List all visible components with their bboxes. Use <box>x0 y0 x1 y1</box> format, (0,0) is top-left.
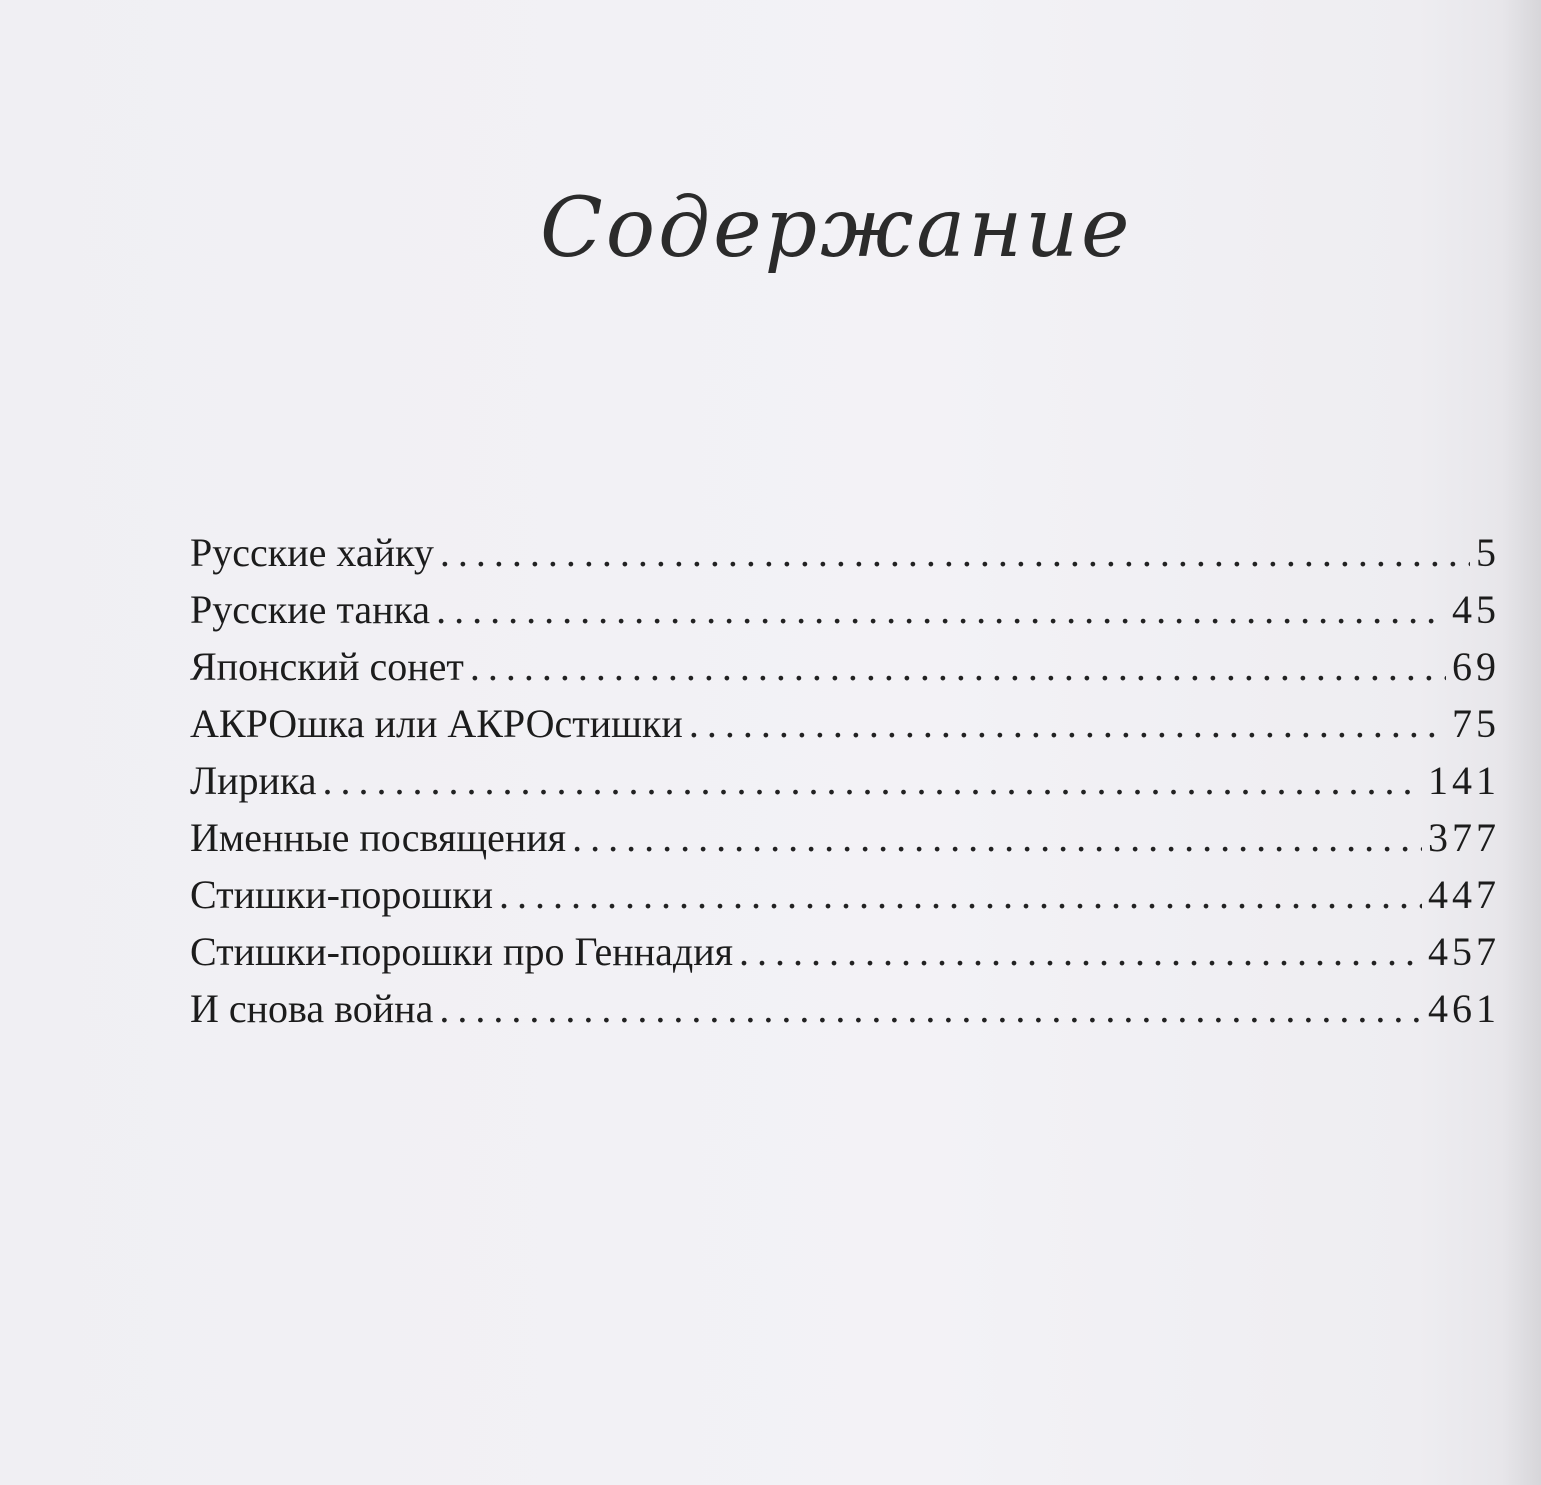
toc-entry <box>190 980 1500 1037</box>
toc-entry-page: 141 <box>1428 758 1500 803</box>
toc-dot-leader <box>323 752 1422 809</box>
toc-entry-page: 45 <box>1452 587 1500 632</box>
toc-dot-leader <box>470 638 1446 695</box>
toc-entry-label: Именные посвящения <box>190 815 567 860</box>
toc-entry-label: Русские танка <box>190 587 431 632</box>
toc-entry <box>190 809 1500 866</box>
toc-entry-label: Лирика <box>190 758 317 803</box>
toc-dot-leader <box>572 809 1422 866</box>
page-spine-shadow <box>1501 0 1541 1485</box>
table-of-contents <box>190 524 1500 1037</box>
toc-dot-leader <box>499 866 1422 923</box>
toc-entry <box>190 695 1500 752</box>
toc-entry-label: И снова война <box>190 986 434 1031</box>
toc-entry-page: 69 <box>1452 644 1500 689</box>
toc-dot-leader <box>436 581 1446 638</box>
toc-entry-label: Русские хайку <box>190 530 434 575</box>
toc-dot-leader <box>739 923 1422 980</box>
toc-entry-page: 377 <box>1428 815 1500 860</box>
toc-entry-page: 5 <box>1476 530 1500 575</box>
toc-dot-leader <box>439 980 1422 1037</box>
toc-dot-leader <box>440 524 1470 581</box>
toc-entry-label: Стишки-порошки про Геннадия <box>190 929 734 974</box>
toc-entry-page: 457 <box>1428 929 1500 974</box>
toc-entry-page: 75 <box>1452 701 1500 746</box>
page-title: Содержание <box>540 181 1133 276</box>
toc-dot-leader <box>689 695 1446 752</box>
toc-entry <box>190 752 1500 809</box>
toc-entry <box>190 524 1500 581</box>
toc-entry <box>190 866 1500 923</box>
toc-entry-label: АКРОшка или АКРОстишки <box>190 701 683 746</box>
toc-entry <box>190 638 1500 695</box>
toc-entry-label: Японский сонет <box>190 644 464 689</box>
toc-entry <box>190 923 1500 980</box>
toc-entry-page: 461 <box>1428 986 1500 1031</box>
toc-entry-page: 447 <box>1428 872 1500 917</box>
toc-entry-label: Стишки-порошки <box>190 872 494 917</box>
toc-entry <box>190 581 1500 638</box>
